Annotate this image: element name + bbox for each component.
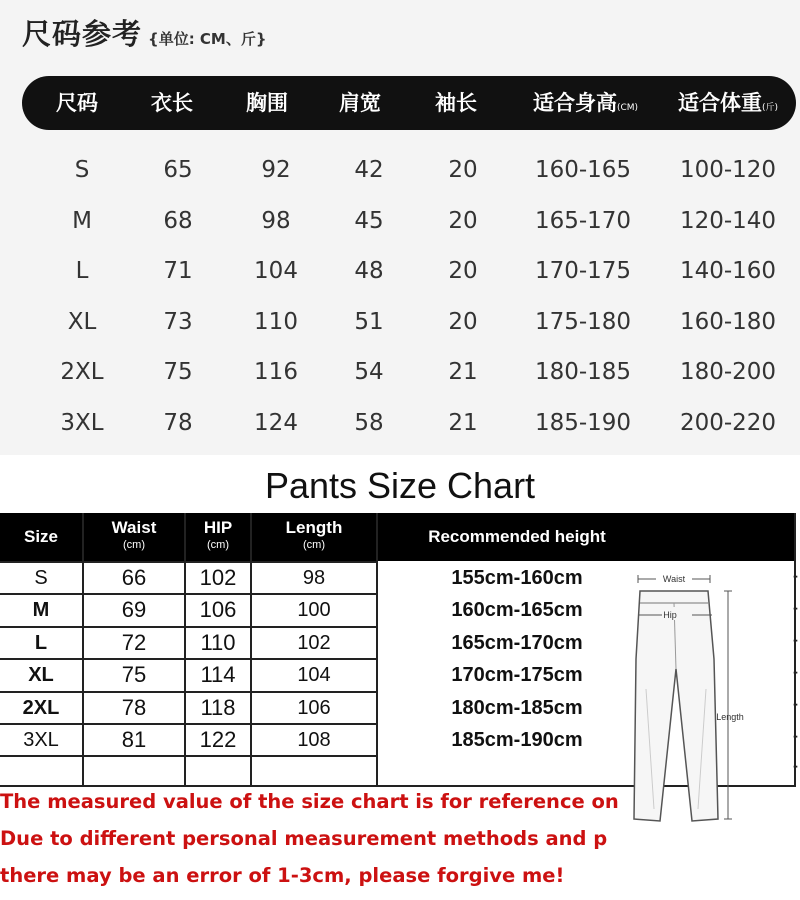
top-title: 尺码参考 (22, 17, 143, 51)
top-cell-chest: 116 (254, 359, 298, 385)
top-header-height: 适合身高(CM) (532, 91, 639, 115)
top-cell-length: 73 (163, 308, 193, 335)
top-table-row (0, 302, 800, 342)
top-cell-chest: 110 (254, 308, 298, 335)
pants-cell-size: S (34, 567, 48, 589)
pants-cell-length: 102 (297, 632, 331, 654)
top-cell-length: 71 (163, 258, 193, 284)
top-cell-weight: 160-180 (679, 308, 777, 335)
pants-header-hip: HIP (cm) (203, 518, 233, 551)
top-header-sleeve: 袖长 (435, 91, 477, 115)
pants-cell-length: 100 (297, 599, 331, 621)
diagram-hip-label: Hip (663, 610, 677, 620)
top-header-chest: 胸围 (246, 91, 288, 115)
top-cell-length: 78 (163, 409, 193, 436)
edge-tick: - (793, 601, 798, 615)
pants-header-waist: Waist (cm) (111, 518, 157, 551)
grid-line (0, 691, 378, 693)
top-cell-length: 68 (163, 207, 193, 234)
top-cell-size: L (75, 258, 89, 284)
grid-line (82, 513, 84, 787)
pants-title: Pants Size Chart (264, 465, 536, 506)
top-table-row (0, 352, 800, 392)
top-cell-height: 185-190 (534, 409, 632, 436)
top-header-shoulder: 肩宽 (339, 91, 381, 115)
top-cell-sleeve: 20 (448, 258, 478, 284)
top-cell-sleeve: 21 (448, 409, 478, 436)
top-header-length: 衣长 (151, 91, 193, 115)
top-header-weight: 适合体重(斤) (677, 91, 779, 115)
top-cell-weight: 140-160 (679, 258, 777, 284)
top-cell-weight: 180-200 (679, 359, 777, 385)
top-cell-chest: 104 (254, 258, 298, 284)
grid-line (0, 561, 378, 563)
edge-tick: - (793, 759, 798, 773)
top-cell-size: M (72, 207, 92, 234)
top-cell-height: 170-175 (534, 258, 632, 284)
pants-cell-length: 104 (297, 664, 331, 686)
top-cell-chest: 124 (254, 409, 298, 436)
top-cell-size: 3XL (60, 409, 104, 436)
grid-line (250, 513, 252, 787)
top-cell-sleeve: 20 (448, 308, 478, 335)
top-table-row (0, 201, 800, 241)
top-cell-shoulder: 54 (354, 359, 384, 385)
edge-tick: - (793, 633, 798, 647)
pants-header-height: Recommended height (428, 527, 606, 546)
top-cell-shoulder: 51 (354, 308, 384, 335)
edge-tick: - (793, 697, 798, 711)
pants-cell-waist: 69 (121, 597, 147, 622)
edge-tick: - (793, 665, 798, 679)
top-cell-weight: 120-140 (679, 207, 777, 234)
pants-cell-waist: 75 (121, 662, 147, 687)
pants-header-length: Length (cm) (285, 518, 343, 551)
pants-cell-height: 180cm-185cm (451, 697, 583, 719)
pants-cell-size: M (32, 599, 50, 621)
pants-cell-hip: 102 (199, 565, 237, 590)
grid-line (376, 513, 378, 787)
top-cell-size: 2XL (60, 359, 104, 385)
top-cell-sleeve: 20 (448, 157, 478, 183)
disclaimer-line-1: The measured value of the size chart is for reference on (0, 790, 619, 813)
pants-cell-height: 185cm-190cm (451, 729, 583, 751)
top-cell-shoulder: 58 (354, 409, 384, 436)
diagram-length-label: Length (716, 712, 744, 722)
pants-cell-hip: 114 (200, 662, 236, 687)
pants-size-section (0, 455, 800, 900)
top-table-row (0, 150, 800, 190)
top-cell-chest: 98 (261, 207, 291, 234)
top-cell-shoulder: 45 (354, 207, 384, 234)
grid-line (0, 626, 378, 628)
top-cell-sleeve: 20 (448, 207, 478, 234)
pants-cell-length: 98 (302, 567, 326, 589)
top-cell-sleeve: 21 (448, 359, 478, 385)
pants-cell-hip: 118 (200, 695, 236, 720)
top-cell-chest: 92 (261, 157, 291, 183)
top-cell-length: 65 (163, 157, 193, 183)
grid-line (0, 593, 378, 595)
edge-tick: - (793, 569, 798, 583)
grid-line (0, 658, 378, 660)
grid-line (0, 723, 378, 725)
pants-cell-hip: 122 (199, 727, 237, 752)
top-cell-weight: 100-120 (679, 157, 777, 183)
diagram-waist-label: Waist (662, 574, 686, 584)
pants-cell-height: 155cm-160cm (451, 567, 583, 589)
disclaimer-line-3: there may be an error of 1-3cm, please forgive me! (0, 864, 565, 887)
pants-cell-size: 2XL (22, 697, 60, 719)
top-header-size: 尺码 (56, 91, 98, 115)
top-cell-size: XL (67, 308, 97, 335)
top-title-block (22, 12, 267, 53)
top-cell-height: 165-170 (534, 207, 632, 234)
pants-cell-waist: 66 (121, 565, 147, 590)
pants-cell-hip: 110 (200, 630, 236, 655)
grid-line (794, 513, 796, 787)
pants-cell-size: XL (28, 664, 54, 686)
top-cell-weight: 200-220 (679, 409, 777, 436)
top-table-row (0, 403, 800, 443)
grid-line (184, 513, 186, 787)
pants-cell-waist: 78 (121, 695, 147, 720)
pants-cell-height: 160cm-165cm (451, 599, 583, 621)
pants-cell-waist: 81 (121, 727, 147, 752)
pants-cell-waist: 72 (121, 630, 147, 655)
top-cell-height: 175-180 (534, 308, 632, 335)
pants-cell-size: 3XL (23, 729, 59, 751)
pants-cell-size: L (34, 632, 48, 654)
pants-header-size: Size (23, 527, 59, 546)
pants-cell-height: 165cm-170cm (451, 632, 583, 654)
pants-cell-length: 108 (297, 729, 331, 751)
top-table-row (0, 251, 800, 291)
top-cell-shoulder: 42 (354, 157, 384, 183)
edge-tick: - (793, 729, 798, 743)
top-cell-size: S (74, 157, 90, 183)
pants-cell-length: 106 (297, 697, 331, 719)
top-cell-length: 75 (163, 359, 193, 385)
pants-cell-hip: 106 (199, 597, 237, 622)
top-cell-height: 160-165 (534, 157, 632, 183)
top-cell-shoulder: 48 (354, 258, 384, 284)
top-header-bar (22, 76, 796, 130)
pants-cell-height: 170cm-175cm (451, 664, 583, 686)
top-unit-note: {单位: CM、斤} (148, 30, 267, 48)
grid-line (0, 755, 378, 757)
disclaimer-notes (0, 783, 800, 894)
top-cell-height: 180-185 (534, 359, 632, 385)
disclaimer-line-2: Due to different personal measurement methods and p (0, 827, 608, 850)
